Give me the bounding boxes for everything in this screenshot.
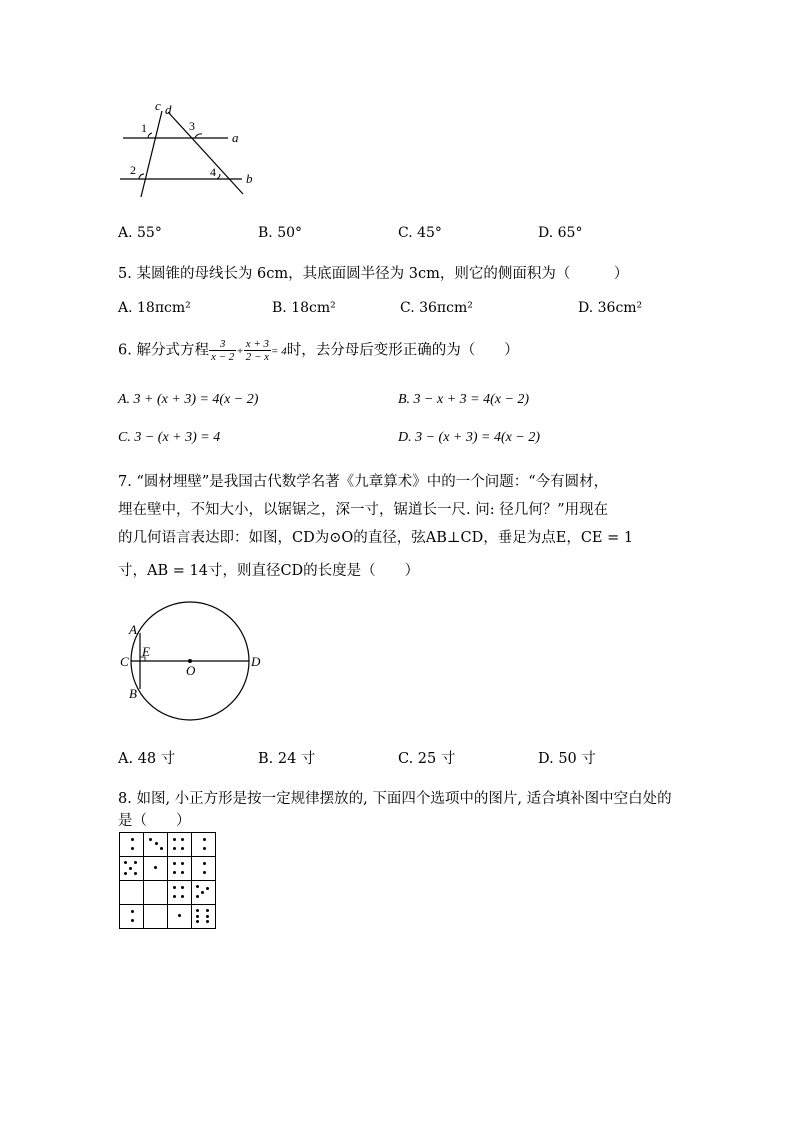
dot [134, 861, 137, 864]
dot [196, 920, 199, 923]
dot [131, 910, 134, 913]
dot [206, 915, 209, 918]
q7-line-3: 的几何语言表达即：如图，CD为⊙O的直径，弦AB⊥CD，垂足为点E，CE = 1 [118, 530, 634, 546]
dot [203, 871, 206, 874]
grid-cell [120, 905, 144, 929]
q6-suffix: 时，去分母后变形正确的为（ ） [286, 342, 519, 359]
dot-pattern-grid [119, 832, 216, 929]
q7-option-b: B. 24 寸 [258, 751, 316, 767]
dot [124, 872, 127, 875]
grid-cell [168, 857, 192, 881]
label-c: c [155, 100, 161, 113]
label-D: D [251, 654, 261, 669]
angle-4-arc [217, 174, 220, 179]
label-C: C [120, 654, 129, 669]
dot [173, 895, 176, 898]
label-d: d [165, 102, 172, 117]
dot [196, 895, 199, 898]
q6-option-b: B. 3 − x + 3 = 4(x − 2) [398, 392, 530, 407]
label-angle-1: 1 [141, 121, 147, 135]
label-angle-2: 2 [130, 163, 136, 177]
dot [181, 871, 184, 874]
angle-2-arc [139, 174, 144, 179]
circle-figure [115, 598, 275, 723]
grid-cell [192, 857, 216, 881]
q6-prefix: 6. 解分式方程 [118, 342, 209, 359]
dot [203, 862, 206, 865]
dot [196, 885, 199, 888]
q4-option-c: C. 45° [398, 225, 442, 241]
dot [134, 872, 137, 875]
angle-3-arc [195, 134, 202, 138]
label-angle-3: 3 [189, 119, 195, 133]
dot [173, 847, 176, 850]
label-angle-4: 4 [210, 165, 216, 179]
dot [206, 887, 209, 890]
q6-option-d: D. 3 − (x + 3) = 4(x − 2) [398, 430, 540, 445]
q5-option-b: B. 18cm² [272, 300, 336, 316]
label-E: E [142, 644, 150, 659]
grid-cell [168, 905, 192, 929]
q6-fraction-2: $\frac{x + 3}{2 - x}$ [245, 338, 270, 363]
q7-line-4: 寸，AB = 14寸，则直径CD的长度是（ ） [118, 563, 420, 579]
dot [206, 920, 209, 923]
label-B: B [129, 686, 137, 701]
label-b: b [246, 171, 253, 186]
dot [160, 847, 163, 850]
dot [173, 862, 176, 865]
q7-option-a: A. 48 寸 [118, 751, 176, 767]
angle-1-arc [148, 133, 152, 138]
grid-cell-blank [144, 905, 168, 929]
dot [181, 838, 184, 841]
dot [206, 909, 209, 912]
grid-cell [192, 881, 216, 905]
line-d [168, 112, 243, 194]
dot [178, 914, 181, 917]
dot [129, 867, 132, 870]
dot [154, 866, 157, 869]
dot [196, 909, 199, 912]
q4-option-d: D. 65° [538, 225, 583, 241]
dot [181, 847, 184, 850]
grid-cell [144, 857, 168, 881]
dot [131, 838, 134, 841]
q5-option-d: D. 36cm² [578, 300, 643, 316]
grid-cell [192, 905, 216, 929]
grid-cell [168, 881, 192, 905]
dot [173, 838, 176, 841]
q5-question: 5. 某圆锥的母线长为 6cm，其底面圆半径为 3cm，则它的侧面积为（ ） [118, 266, 629, 282]
q6-option-a: A. 3 + (x + 3) = 4(x − 2) [118, 392, 259, 407]
dot [201, 891, 204, 894]
grid-cell [120, 857, 144, 881]
dot [155, 842, 158, 845]
q6-question: 6. 解分式方程 $\frac{3}{x - 2}$ + $\frac{x + 3}{2 - x}$ = 4时，去分母后变形正确的为（ ） [118, 338, 519, 363]
dot [173, 871, 176, 874]
dot [203, 838, 206, 841]
grid-cell [168, 833, 192, 857]
dot [173, 886, 176, 889]
grid-cell-blank [144, 881, 168, 905]
label-A: A [129, 622, 137, 637]
q8-line-2: 是（ ） [118, 813, 191, 829]
label-O: O [186, 663, 196, 678]
dot [131, 847, 134, 850]
q6-fraction-1: $\frac{3}{x - 2}$ [210, 338, 235, 363]
dot [181, 895, 184, 898]
grid-cell [192, 833, 216, 857]
q5-option-a: A. 18πcm² [118, 300, 191, 316]
dot [124, 861, 127, 864]
q7-option-d: D. 50 寸 [538, 751, 596, 767]
q7-line-1: 7. “圆材埋壁”是我国古代数学名著《九章算术》中的一个问题：“今有圆材， [118, 474, 609, 490]
label-a: a [232, 130, 239, 145]
grid-cell-blank [120, 881, 144, 905]
q7-option-c: C. 25 寸 [398, 751, 456, 767]
q4-option-a: A. 55° [118, 225, 162, 241]
q5-option-c: C. 36πcm² [400, 300, 473, 316]
q7-line-2: 埋在壁中，不知大小，以锯锯之，深一寸，锯道长一尺. 问: 径几何？”用现在 [118, 502, 609, 518]
grid-cell [144, 833, 168, 857]
dot [149, 838, 152, 841]
dot [196, 915, 199, 918]
grid-cell [120, 833, 144, 857]
q4-option-b: B. 50° [258, 225, 303, 241]
dot [131, 919, 134, 922]
parallel-lines-figure [115, 100, 275, 200]
q8-line-1: 8. 如图, 小正方形是按一定规律摆放的, 下面四个选项中的图片, 适合填补图中空白处的 [118, 791, 672, 807]
dot [203, 847, 206, 850]
q6-option-c: C. 3 − (x + 3) = 4 [118, 430, 221, 445]
dot [181, 886, 184, 889]
dot [181, 862, 184, 865]
